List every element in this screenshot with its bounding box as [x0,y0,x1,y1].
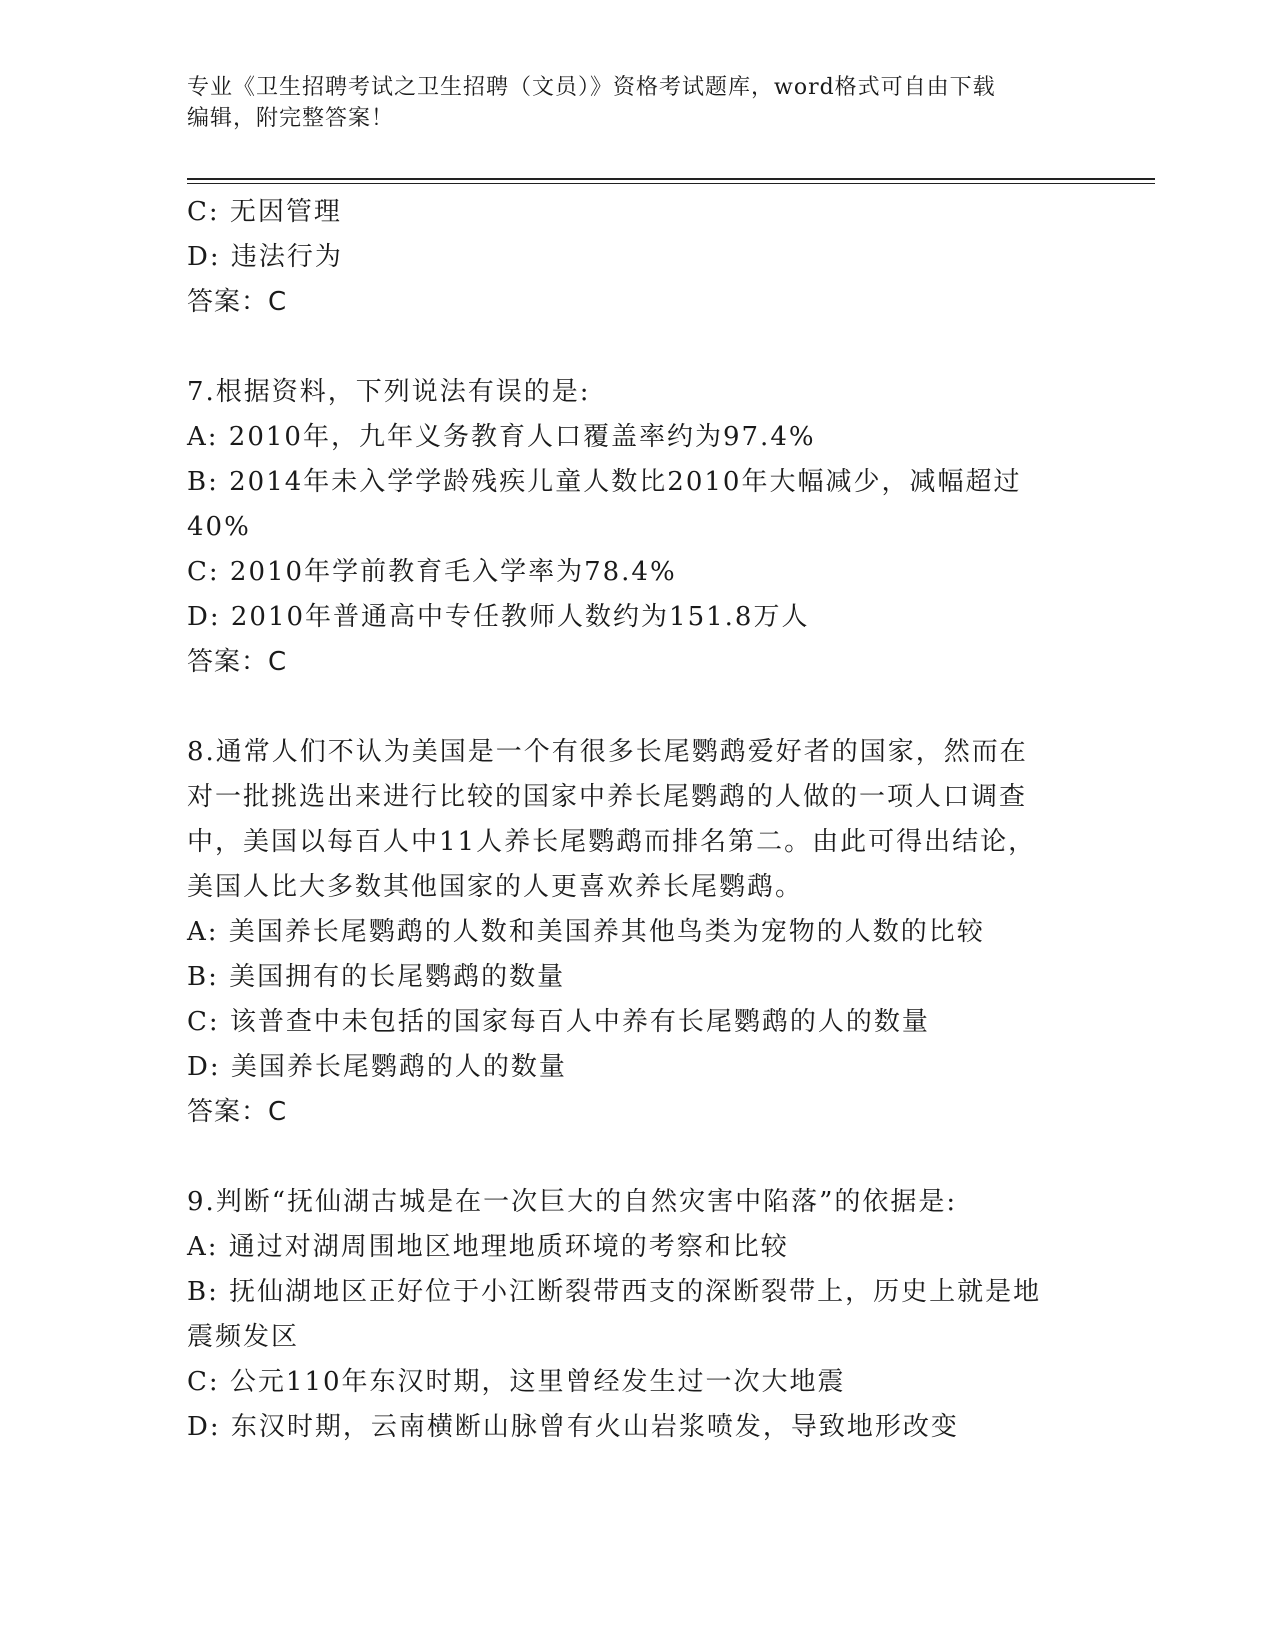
option-d: D: 美国养长尾鹦鹉的人的数量 [187,1052,567,1082]
question-stem-3: 中，美国以每百人中11人养长尾鹦鹉而排名第二。由此可得出结论， [187,827,1037,857]
header-rule [187,178,1155,180]
option-d: D: 2010年普通高中专任教师人数约为151.8万人 [187,602,810,632]
answer: 答案：C [187,287,288,317]
header-line-1: 专业《卫生招聘考试之卫生招聘（文员）》资格考试题库，word格式可自由下载 [187,75,996,100]
option-c: C: 公元110年东汉时期，这里曾经发生过一次大地震 [187,1367,846,1397]
option-a: A: 通过对湖周围地区地理地质环境的考察和比较 [187,1232,789,1262]
option-c: C: 2010年学前教育毛入学率为78.4% [187,557,677,587]
question-stem: 9.判断“抚仙湖古城是在一次巨大的自然灾害中陷落”的依据是: [187,1187,958,1217]
question-stem: 8.通常人们不认为美国是一个有很多长尾鹦鹉爱好者的国家，然而在 [187,737,1028,767]
question-stem-4: 美国人比大多数其他国家的人更喜欢养长尾鹦鹉。 [187,872,804,902]
option-b: B: 抚仙湖地区正好位于小江断裂带西支的深断裂带上，历史上就是地 [187,1277,1042,1307]
question-8 [187,730,1087,1135]
document-body [187,190,1087,1450]
question-stem: 7.根据资料，下列说法有误的是: [187,377,591,407]
question-7 [187,370,1087,685]
option-a: A: 2010年，九年义务教育人口覆盖率约为97.4% [187,422,816,452]
previous-question [187,190,1087,325]
header-line-2: 编辑，附完整答案！ [187,106,395,131]
question-9 [187,1180,1087,1450]
option-c: C: 无因管理 [187,197,342,227]
option-b-continued: 震频发区 [187,1322,300,1352]
answer: 答案：C [187,647,288,677]
answer: 答案：C [187,1097,288,1127]
option-a: A: 美国养长尾鹦鹉的人数和美国养其他鸟类为宠物的人数的比较 [187,917,985,947]
option-b: B: 美国拥有的长尾鹦鹉的数量 [187,962,566,992]
option-d: D: 违法行为 [187,242,343,272]
option-b: B: 2014年未入学学龄残疾儿童人数比2010年大幅减少，减幅超过 [187,467,1022,497]
option-c: C: 该普查中未包括的国家每百人中养有长尾鹦鹉的人的数量 [187,1007,930,1037]
option-d: D: 东汉时期，云南横断山脉曾有火山岩浆喷发，导致地形改变 [187,1412,959,1442]
header-rule-thin [187,183,1155,184]
question-stem-2: 对一批挑选出来进行比较的国家中养长尾鹦鹉的人做的一项人口调查 [187,782,1028,812]
option-b-continued: 40% [187,512,251,542]
page-header [187,72,1067,134]
